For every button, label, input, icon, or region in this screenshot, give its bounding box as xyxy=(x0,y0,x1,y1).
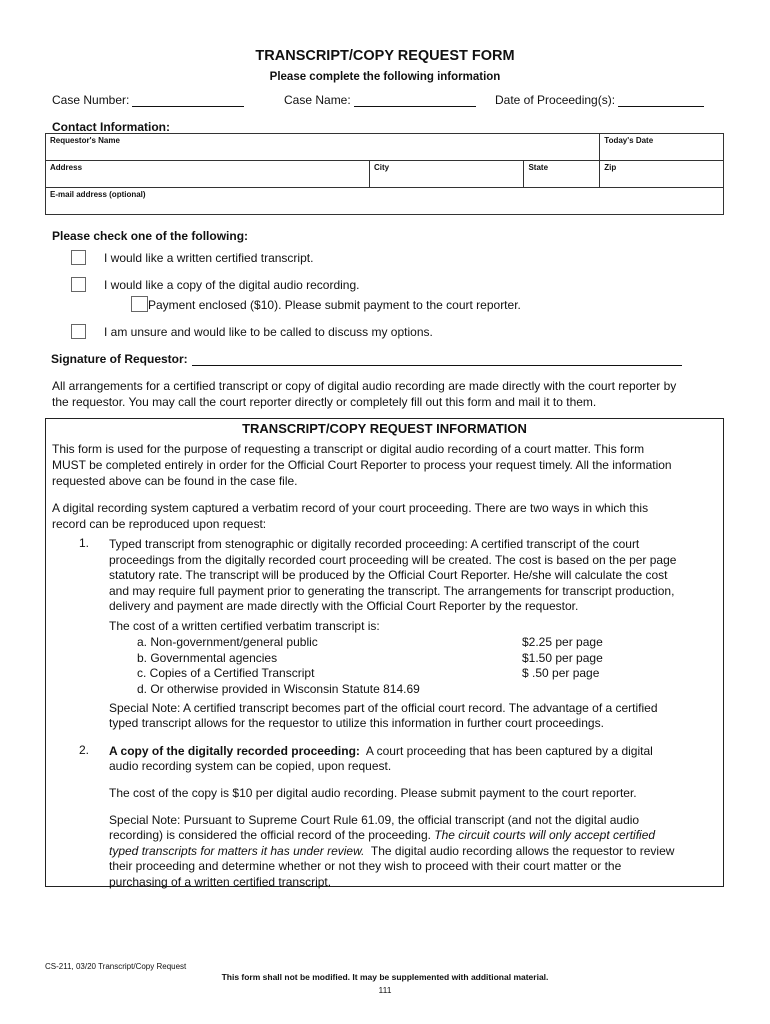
signature-field[interactable] xyxy=(51,352,682,366)
info-title: TRANSCRIPT/COPY REQUEST INFORMATION xyxy=(242,421,527,436)
item-2-note-line-5: purchasing of a written certified transcript. xyxy=(109,875,332,889)
cost-label-b: b. Governmental agencies xyxy=(137,651,278,665)
written-transcript-checkbox[interactable] xyxy=(71,250,86,265)
cost-price-c: $ .50 per page xyxy=(522,666,600,680)
city-cell[interactable] xyxy=(369,161,524,188)
item-1-note-line-1: Special Note: A certified transcript becomes part of the official court record. The advantage of a certified xyxy=(109,701,658,715)
cost-heading: The cost of a written certified verbatim transcript is: xyxy=(109,619,380,633)
item-2-line-2: audio recording system can be copied, upon request. xyxy=(109,759,392,773)
case-name-label: Case Name: xyxy=(284,93,351,107)
item-2-note-line-2 xyxy=(109,827,655,843)
item-1-line-1: Typed transcript from stenographic or digitally recorded proceeding: A certified transcript of the court xyxy=(109,537,640,551)
item-2-note-line-3 xyxy=(109,843,674,859)
item-2-note-line-3-italic: typed transcripts for matters it has under review. xyxy=(109,844,365,858)
email-label: E-mail address (optional) xyxy=(50,190,146,199)
item-1-note-line-2: typed transcript allows for the requestor to utilize this information in further court proceedings. xyxy=(109,716,604,730)
written-transcript-option: I would like a written certified transcript. xyxy=(104,251,314,265)
item-1-line-3: statutory rate. The transcript will be produced by the Official Court Reporter. He/she will calculate the cost xyxy=(109,568,668,582)
cost-label-a: a. Non-government/general public xyxy=(137,635,318,649)
item-1-number: 1. xyxy=(79,536,90,550)
contact-heading: Contact Information: xyxy=(52,120,170,134)
date-of-proceeding-label: Date of Proceeding(s): xyxy=(495,93,616,107)
audio-copy-checkbox[interactable] xyxy=(71,277,86,292)
item-1-line-4: and may require full payment prior to generating the transcript. The arrangements for transcript production, xyxy=(109,584,675,598)
date-of-proceeding-field[interactable] xyxy=(495,93,704,107)
item-2-note-line-2-italic: The circuit courts will only accept certified xyxy=(434,828,656,842)
info-p1-line-2: MUST be completed entirely in order for the Official Court Reporter to process your request timely. All the information xyxy=(52,458,672,472)
city-label: City xyxy=(373,163,390,172)
info-p1-line-1: This form is used for the purpose of requesting a transcript or digital audio recording of a court matter. This form xyxy=(52,442,645,456)
case-number-line xyxy=(132,94,244,107)
state-cell[interactable] xyxy=(524,161,600,188)
cost-label-d: d. Or otherwise provided in Wisconsin Statute 814.69 xyxy=(137,682,420,696)
contact-table xyxy=(45,133,724,215)
todays-date-label: Today's Date xyxy=(604,136,654,145)
case-name-line xyxy=(354,94,476,107)
date-of-proceeding-line xyxy=(618,94,704,107)
item-2-note-line-1: Special Note: Pursuant to Supreme Court Rule 61.09, the official transcript (and not the digital audio xyxy=(109,813,640,827)
case-number-field[interactable] xyxy=(52,93,244,107)
footer-note: This form shall not be modified. It may be supplemented with additional material. xyxy=(221,972,549,982)
cost-price-b: $1.50 per page xyxy=(522,651,603,665)
arrangements-line-2: the requestor. You may call the court reporter directly or completely fill out this form and mail it to them. xyxy=(52,395,597,409)
zip-cell[interactable] xyxy=(600,161,724,188)
payment-enclosed-checkbox[interactable] xyxy=(131,296,148,312)
signature-line xyxy=(192,353,682,366)
address-cell[interactable] xyxy=(46,161,370,188)
todays-date-cell[interactable] xyxy=(600,134,724,161)
options-heading: Please check one of the following: xyxy=(52,229,249,243)
signature-label: Signature of Requestor: xyxy=(51,352,188,366)
form-subtitle: Please complete the following information xyxy=(269,71,501,83)
item-2-line-1 xyxy=(109,743,653,759)
arrangements-line-1: All arrangements for a certified transcript or copy of digital audio recording are made directly with the court reporter by xyxy=(52,379,677,393)
item-2-note-line-4: their proceeding and determine whether or not they wish to proceed with their court matter or the xyxy=(109,859,622,873)
item-2-number: 2. xyxy=(79,743,90,757)
zip-label: Zip xyxy=(604,163,617,172)
requestor-name-cell[interactable] xyxy=(46,134,600,161)
item-2-bold-lead: A copy of the digitally recorded proceeding: xyxy=(109,744,360,758)
form-title: TRANSCRIPT/COPY REQUEST FORM xyxy=(255,48,515,64)
cost-price-a: $2.25 per page xyxy=(522,635,603,649)
info-p2-line-2: record can be reproduced upon request: xyxy=(52,517,267,531)
state-label: State xyxy=(528,163,549,172)
case-name-field[interactable] xyxy=(284,93,476,107)
item-1-line-2: proceedings from the digitally recorded court proceeding will be created. The cost is based on the per page xyxy=(109,553,677,567)
unsure-checkbox[interactable] xyxy=(71,324,86,339)
payment-enclosed-option: Payment enclosed ($10). Please submit payment to the court reporter. xyxy=(148,298,521,312)
item-1-line-5: delivery and payment are made directly with the Official Court Reporter by the requestor. xyxy=(109,599,579,613)
item-2-line-1-rest: A court proceeding that has been captured by a digital xyxy=(359,744,653,758)
unsure-option: I am unsure and would like to be called to discuss my options. xyxy=(104,325,433,339)
item-2-cost: The cost of the copy is $10 per digital audio recording. Please submit payment to the court reporter. xyxy=(109,786,637,800)
cost-label-c: c. Copies of a Certified Transcript xyxy=(137,666,315,680)
page-number: 111 xyxy=(378,985,392,995)
address-label: Address xyxy=(50,163,83,172)
requestor-name-label: Requestor's Name xyxy=(50,136,120,145)
item-2-note-line-3-plain: The digital audio recording allows the requestor to review xyxy=(364,844,675,858)
email-cell[interactable] xyxy=(46,188,724,215)
case-number-label: Case Number: xyxy=(52,93,130,107)
info-p1-line-3: requested above can be found in the case file. xyxy=(52,474,298,488)
item-2-note-line-2-plain: recording) is considered the official record of the proceeding. xyxy=(109,828,435,842)
audio-copy-option: I would like a copy of the digital audio recording. xyxy=(104,278,360,292)
form-code: CS-211, 03/20 Transcript/Copy Request xyxy=(45,962,187,971)
info-p2-line-1: A digital recording system captured a verbatim record of your court proceeding. There are two ways in which this xyxy=(52,501,649,515)
